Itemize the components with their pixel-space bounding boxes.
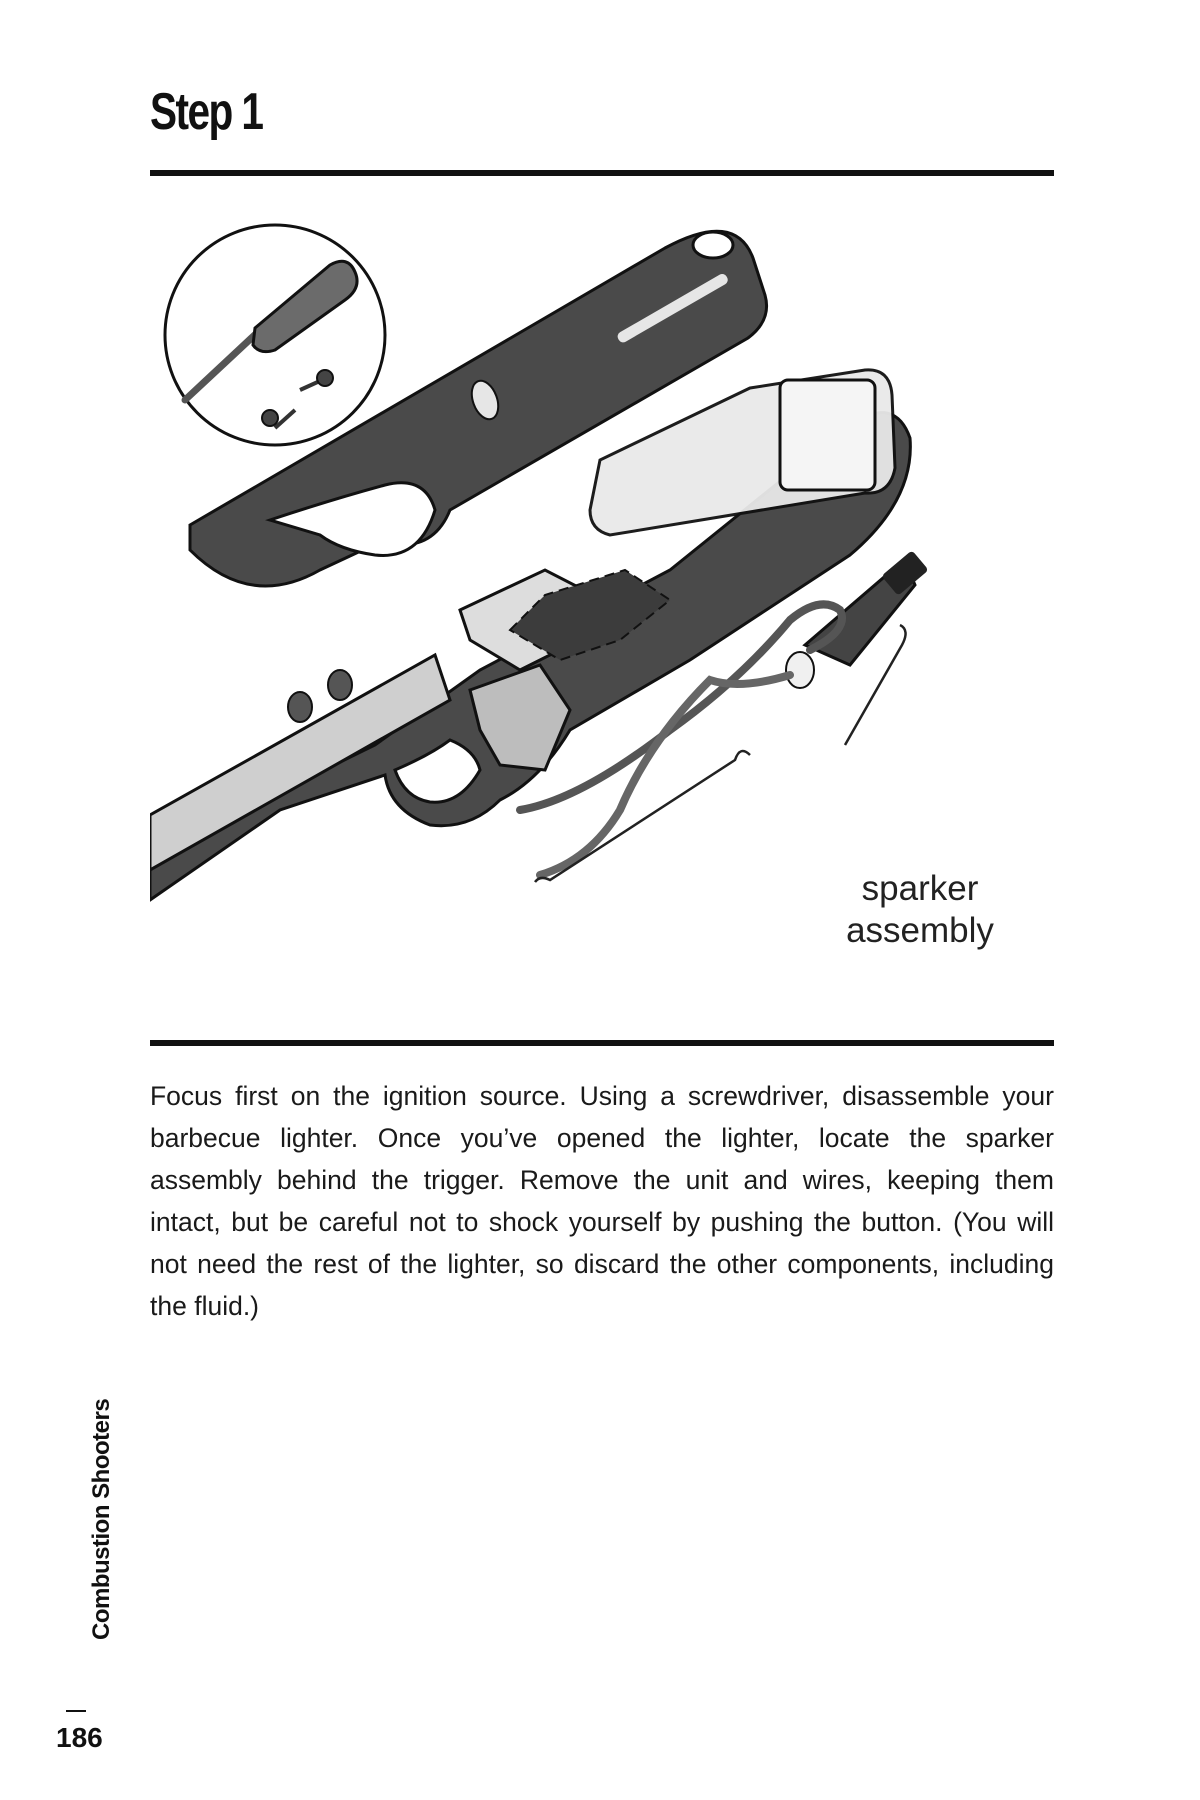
screwdriver-inset xyxy=(165,225,385,445)
top-divider xyxy=(150,170,1054,176)
body-paragraph: Focus first on the ignition source. Using a screwdriver, disassemble your barbecue lighter. Once you’ve opened the lighter, locate the sparker assembly behind the trigger. Remove the unit and wires, keeping them intact, but be careful not to shock yourself by pushing the button. (You will not need the rest of the lighter, so discard the other components, including the fluid.) xyxy=(150,1081,1054,1321)
bottom-divider xyxy=(150,1040,1054,1046)
folio-tick xyxy=(66,1710,86,1712)
page-number: 186 xyxy=(56,1722,103,1753)
callout-label xyxy=(800,868,1040,952)
running-head: Combustion Shooters xyxy=(88,1398,115,1640)
page-title: Step 1 xyxy=(150,83,263,141)
callout-line-2: assembly xyxy=(846,911,994,950)
callout-line-1: sparker xyxy=(861,869,979,908)
